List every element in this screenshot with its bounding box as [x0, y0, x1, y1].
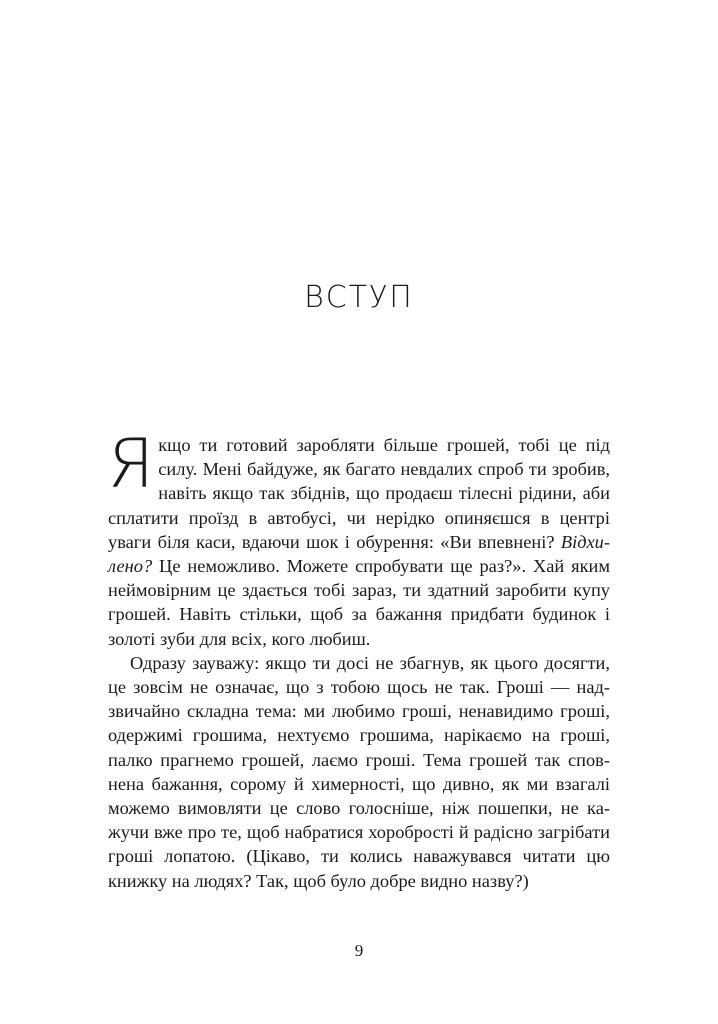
paragraph-1	[107, 425, 610, 651]
drop-cap: Я	[107, 425, 155, 504]
body-text	[107, 425, 610, 893]
paragraph-1-text-b: Це неможливо. Можете спробувати ще раз?». Хай яким неймовірним це здається тобі зараз, ти здатний заробити купу грошей. Навіть стільки, щоб за бажання придбати будинок і золоті зуби для всіх, кого любиш.	[108, 556, 610, 649]
paragraph-2: Одразу зауважу: якщо ти досі не збагнув, як цього досягти, це зовсім не означає, що з тобою щось не так. Гроші — надзвичайно складна тема: ми любимо гроші, ненавидимо гроші, одержимі грошима, нехтуємо грошима, нарікаємо на гроші, палко прагнемо грошей, лаємо гроші. Тема грошей так сповнена бажання, сорому й химерності, що дивно, як ми взагалі можемо вимовляти це слово голосніше, ніж пошепки, не кажучи вже про те, щоб набратися хоробрості й радісно загрібати гроші лопатою. (Цікаво, ти колись наважувався читати цю книжку на людях? Так, щоб було добре видно назву?)	[108, 652, 610, 891]
paragraph-1-italic: Відхилено?	[108, 531, 610, 577]
chapter-title: ВСТУП	[304, 280, 414, 315]
paragraph-1-text-a: кщо ти готовий заробляти більше грошей, тобі це під силу. Мені байдуже, як багато невдалих спроб ти зробив, навіть якщо так збіднів, що продаєш тілесні рідини, аби сплатити проїзд в автобусі, чи нерідко опиняєшся в центрі уваги біля каси, вдаючи шок і обурення: «Ви впевнені?	[108, 435, 610, 552]
page-number: 9	[354, 941, 364, 960]
